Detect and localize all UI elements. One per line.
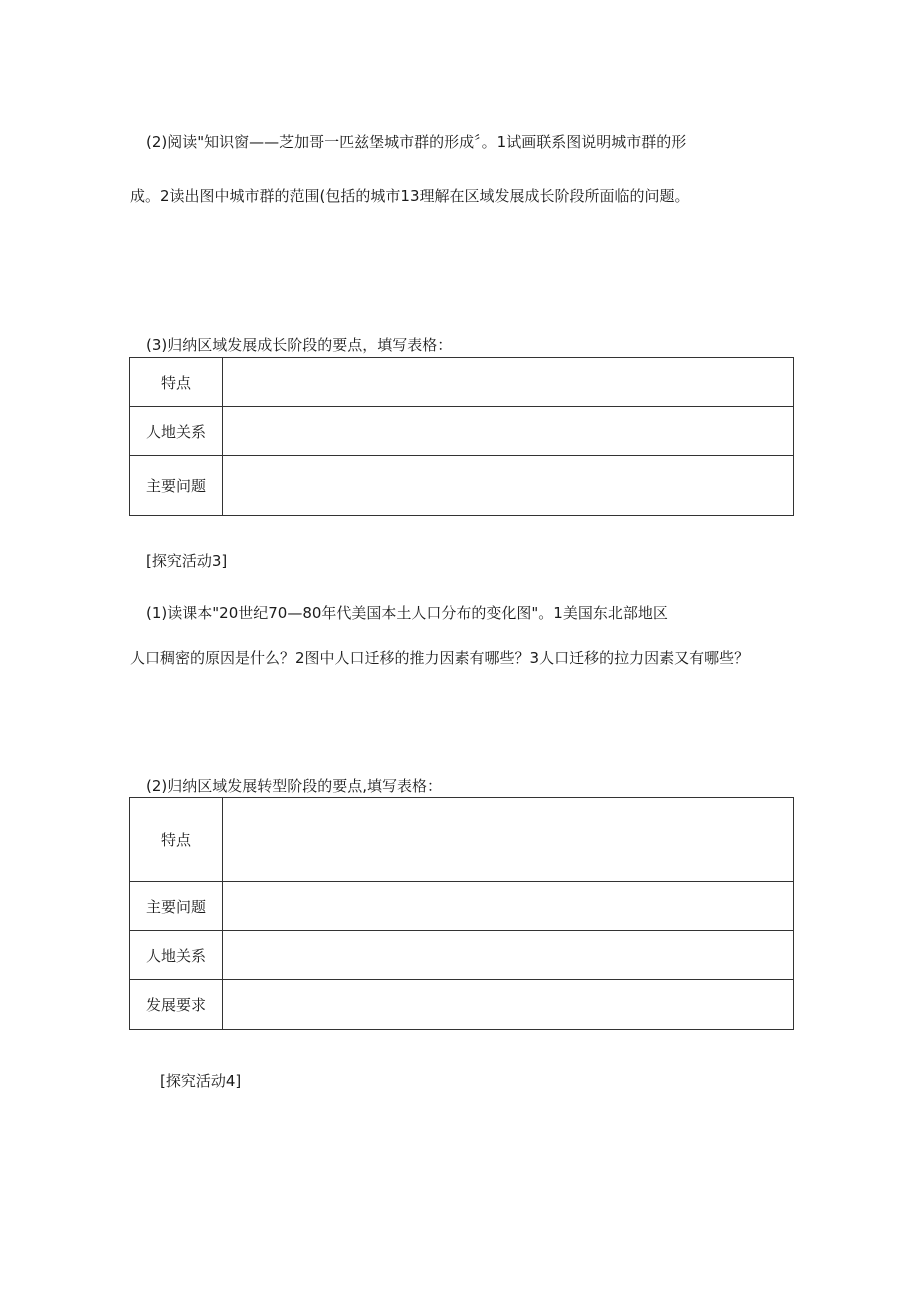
table-row	[130, 456, 794, 516]
growth-stage-table	[129, 357, 794, 516]
answer-cell[interactable]	[223, 798, 794, 882]
activity-3-heading: [探究活动3]	[146, 552, 228, 570]
row-label-human-land-relation: 人地关系	[130, 407, 223, 456]
table-row	[130, 980, 794, 1030]
row-label-main-problems: 主要问题	[130, 882, 223, 931]
table-row	[130, 931, 794, 980]
activity-4-heading: [探究活动4]	[160, 1072, 242, 1090]
answer-cell[interactable]	[223, 980, 794, 1030]
row-label-human-land-relation: 人地关系	[130, 931, 223, 980]
question-2-line-1: (2)阅读"知识窗——芝加哥一匹兹堡城市群的形成〞。1试画联系图说明城市群的形	[146, 133, 687, 151]
answer-cell[interactable]	[223, 882, 794, 931]
table-row	[130, 882, 794, 931]
row-label-development-requirements: 发展要求	[130, 980, 223, 1030]
table-row	[130, 358, 794, 407]
answer-cell[interactable]	[223, 358, 794, 407]
activity-3-question-1-line-2: 人口稠密的原因是什么？2图中人口迁移的推力因素有哪些？3人口迁移的拉力因素又有哪些？	[130, 649, 750, 667]
activity-3-question-2-intro: (2)归纳区域发展转型阶段的要点,填写表格：	[146, 777, 443, 795]
answer-cell[interactable]	[223, 407, 794, 456]
row-label-features: 特点	[130, 798, 223, 882]
answer-cell[interactable]	[223, 931, 794, 980]
question-2-line-2: 成。2读出图中城市群的范围(包括的城市13理解在区域发展成长阶段所面临的问题。	[130, 187, 690, 205]
table-row	[130, 798, 794, 882]
question-3-intro: (3)归纳区域发展成长阶段的要点，填写表格：	[146, 336, 453, 354]
activity-3-question-1-line-1: (1)读课本"20世纪70—80年代美国本土人口分布的变化图"。1美国东北部地区	[146, 604, 668, 622]
transition-stage-table	[129, 797, 794, 1030]
row-label-features: 特点	[130, 358, 223, 407]
table-row	[130, 407, 794, 456]
answer-cell[interactable]	[223, 456, 794, 516]
row-label-main-problems: 主要问题	[130, 456, 223, 516]
